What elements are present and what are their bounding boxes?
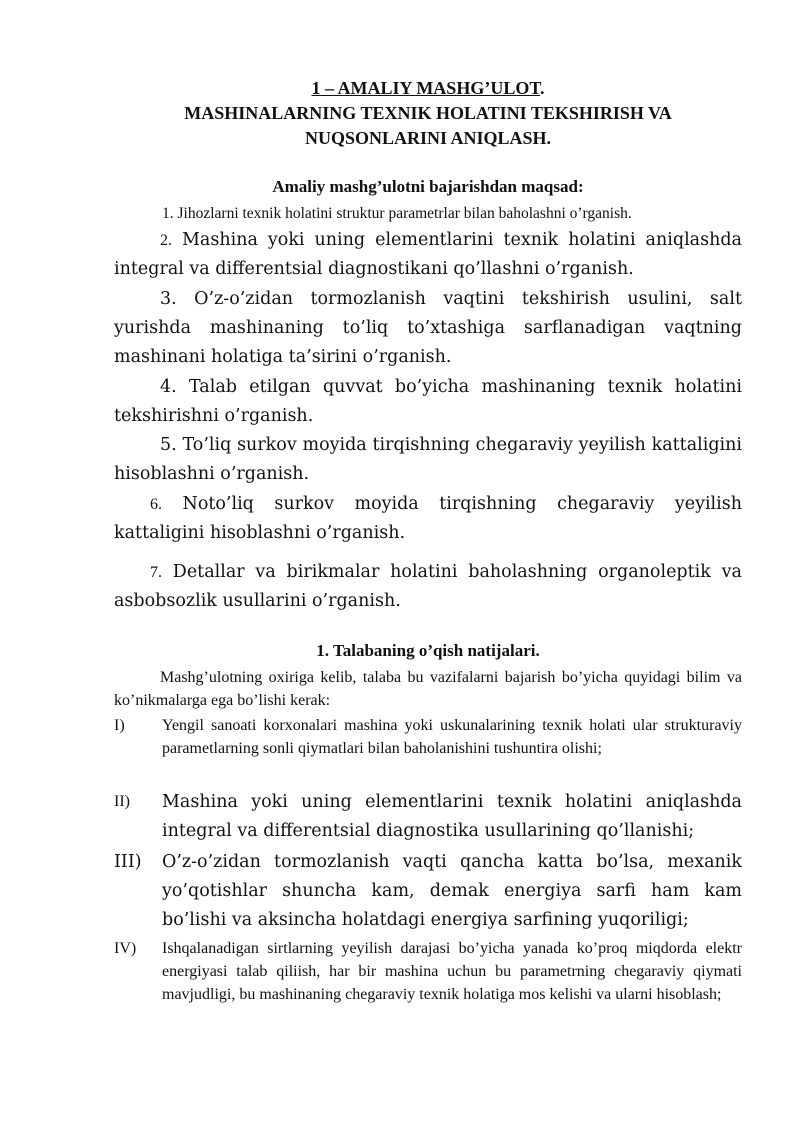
lesson-label: 1 – AMALIY MASHG’ULOT: [311, 78, 540, 98]
lesson-dot: .: [540, 78, 545, 98]
goal-item-7: [114, 558, 742, 616]
result-num-3: III): [114, 852, 142, 872]
goal-item-2: [114, 226, 742, 284]
goal-text-2: Mashina yoki uning elementlarini texnik holatini aniqlashda integral va differentsial diagnostikani qo’llashni o’rganish.: [114, 230, 742, 279]
goal-text-1: Jihozlarni texnik holatini struktur parametrlar bilan baholashni o’rganish.: [177, 205, 632, 222]
title-line-2: NUQSONLARINI ANIQLASH.: [304, 128, 552, 148]
result-text-4: Ishqalanadigan sirtlarning yeyilish darajasi bo’yicha yanada ko’proq miqdorda elektr energiyasi talab qiliish, har bir mashina uchun bu parametrning chegaraviy qiymati mavjudligi, bu mashinaning chegaraviy texnik holatiga mos kelishi va ularni hisoblash;: [162, 940, 742, 1003]
goal-text-7: Detallar va birikmalar holatini baholashning organoleptik va asbobsozlik usullarini o’rganish.: [114, 562, 742, 611]
goal-num-4: 4.: [160, 377, 177, 397]
title-line-1: MASHINALARNING TEXNIK HOLATINI TEKSHIRISH VA: [184, 103, 672, 123]
goal-text-3: O’z-o’zidan tormozlanish vaqtini tekshirish usulini, salt yurishda mashinaning to’liq to’xtashiga sarflanadigan vaqtning mashinani holatiga ta’sirini o’rganish.: [114, 289, 742, 367]
goal-num-2: 2.: [160, 232, 172, 249]
goal-item-6: [114, 490, 742, 548]
goals-heading: Amaliy mashg’ulotni bajarishdan maqsad:: [272, 177, 584, 196]
result-item-4: [114, 937, 742, 1033]
result-num-4: IV): [114, 940, 137, 957]
result-text-2: Mashina yoki uning elementlarini texnik holatini aniqlashda integral va differentsial diagnostika usullarining qo’llanishi;: [162, 792, 742, 841]
results-heading: 1. Talabaning o’qish natijalari.: [316, 641, 540, 660]
goal-text-4: Talab etilgan quvvat bo’yicha mashinaning texnik holatini tekshirishni o’rganish.: [114, 377, 742, 426]
document-title: [114, 76, 742, 151]
goal-text-5: To’liq surkov moyida tirqishning chegaraviy yeyilish kattaligini hisoblashni o’rganish.: [114, 435, 742, 484]
goal-item-5: [114, 431, 742, 489]
result-text-1: Yengil sanoati korxonalari mashina yoki uskunalarining texnik holati ular strukturaviy parametlarning sonli qiymatlari bilan baholanishini tushuntira olishi;: [162, 717, 742, 757]
results-intro: Mashg’ulotning oxiriga kelib, talaba bu vazifalarni bajarish bo’yicha quyidagi bilim va ko’nikmalarga ega bo’lishi kerak:: [114, 669, 742, 709]
goal-item-1: [114, 202, 742, 225]
goal-text-6: Noto’liq surkov moyida tirqishning chegaraviy yeyilish kattaligini hisoblashni o’rganish.: [114, 494, 742, 543]
result-text-3: O’z-o’zidan tormozlanish vaqti qancha katta bo’lsa, mexanik yo’qotishlar shuncha kam, demak energiya sarfi ham kam bo’lishi va aksincha holatdagi energiya sarfining yuqoriligi;: [162, 852, 742, 930]
result-num-2: II): [114, 793, 130, 810]
goal-num-6: 6.: [150, 496, 162, 513]
goal-num-7: 7.: [150, 564, 162, 581]
goal-num-5: 5.: [160, 435, 177, 455]
result-num-1: I): [114, 717, 125, 734]
goal-item-3: [114, 285, 742, 372]
result-item-1: [114, 714, 742, 784]
goal-num-3: 3.: [160, 289, 177, 309]
result-item-2: [114, 788, 742, 848]
result-item-3: [114, 848, 742, 936]
title-line-lesson: [114, 76, 742, 101]
goal-num-1: 1.: [162, 205, 174, 222]
goal-item-4: [114, 373, 742, 431]
